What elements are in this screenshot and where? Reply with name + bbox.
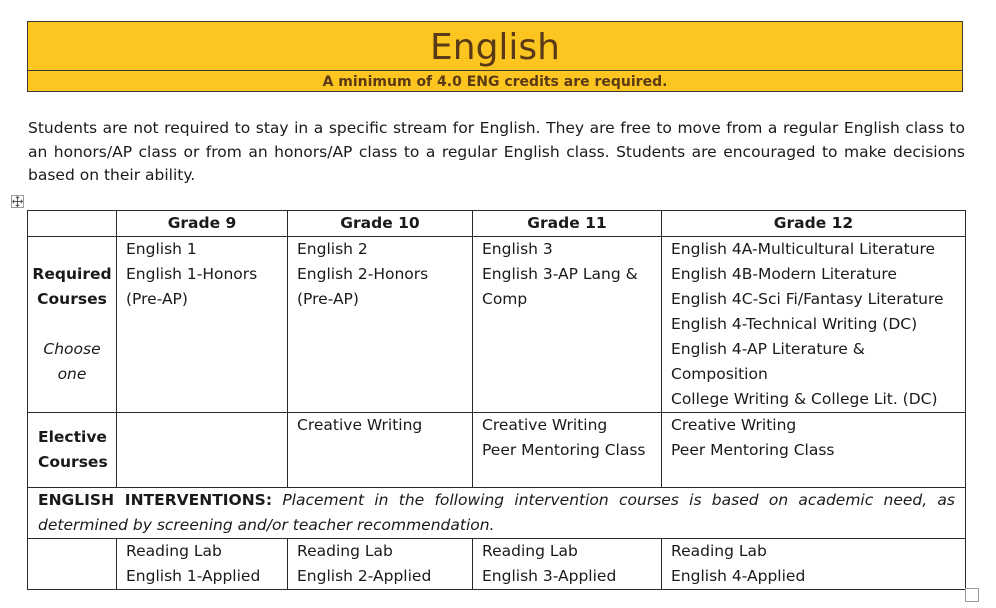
interventions-note xyxy=(28,488,966,539)
intervention-empty-cell xyxy=(28,539,117,590)
course-item: English 4B-Modern Literature xyxy=(671,265,897,283)
choose-one-note: Choose one xyxy=(43,340,101,383)
elective-courses-label: Elective Courses xyxy=(28,413,117,488)
course-item: English 2-Honors xyxy=(297,265,429,283)
course-item: English 3-AP Lang & xyxy=(482,265,638,283)
required-grade-10-cell xyxy=(288,237,473,413)
elective-grade-11-cell xyxy=(473,413,662,488)
required-grade-9-cell xyxy=(117,237,288,413)
course-item: English 3-Applied xyxy=(482,567,617,585)
header-row xyxy=(28,211,966,237)
table-move-handle-icon[interactable] xyxy=(11,195,24,208)
course-item: English 1-Applied xyxy=(126,567,261,585)
header-empty-cell xyxy=(28,211,117,237)
credits-requirement: A minimum of 4.0 ENG credits are required. xyxy=(28,70,962,93)
page-title: English xyxy=(430,27,560,68)
elective-grade-9-cell xyxy=(117,413,288,488)
intervention-grade-9-cell xyxy=(117,539,288,590)
course-item: Reading Lab xyxy=(482,542,578,560)
course-item: English 4C-Sci Fi/Fantasy Literature xyxy=(671,290,944,308)
intro-paragraph: Students are not required to stay in a specific stream for English. They are free to move from a regular English class to an honors/AP class or from an honors/AP class to a regular English class. Students are encouraged to make decisions based on their ability. xyxy=(28,119,965,184)
elective-grade-12-cell xyxy=(662,413,966,488)
course-item: Peer Mentoring Class xyxy=(482,441,646,459)
course-item: English 2-Applied xyxy=(297,567,432,585)
required-grade-12-cell xyxy=(662,237,966,413)
header-grade-9: Grade 9 xyxy=(117,211,288,237)
title-banner xyxy=(27,21,963,92)
course-item: Creative Writing xyxy=(482,416,608,434)
interventions-text: Placement in the following intervention courses is based on academic need, as determined by screening and/or teacher recommendation. xyxy=(38,491,956,534)
course-table xyxy=(27,210,966,590)
course-item: (Pre-AP) xyxy=(297,290,359,308)
course-item: English 2 xyxy=(297,240,368,258)
course-item: Composition xyxy=(671,365,768,383)
table-resize-handle[interactable] xyxy=(965,588,979,602)
course-item: Peer Mentoring Class xyxy=(671,441,835,459)
course-item: Creative Writing xyxy=(671,416,797,434)
intervention-grade-12-cell xyxy=(662,539,966,590)
course-item: English 3 xyxy=(482,240,553,258)
intervention-grade-10-cell xyxy=(288,539,473,590)
course-item: College Writing & College Lit. (DC) xyxy=(671,390,938,408)
course-item: English 4A-Multicultural Literature xyxy=(671,240,936,258)
course-item: English 4-AP Literature & xyxy=(671,340,865,358)
course-item: Reading Lab xyxy=(671,542,767,560)
course-item: English 1 xyxy=(126,240,197,258)
course-item: English 4-Applied xyxy=(671,567,806,585)
course-item: Creative Writing xyxy=(297,416,423,434)
course-item: Comp xyxy=(482,290,528,308)
required-courses-label: Required Courses Choose one xyxy=(28,237,117,413)
elective-courses-row xyxy=(28,413,966,488)
course-item: (Pre-AP) xyxy=(126,290,188,308)
header-grade-11: Grade 11 xyxy=(473,211,662,237)
interventions-row xyxy=(28,488,966,539)
elective-grade-10-cell xyxy=(288,413,473,488)
required-grade-11-cell xyxy=(473,237,662,413)
required-courses-row xyxy=(28,237,966,413)
course-item: English 1-Honors xyxy=(126,265,258,283)
intervention-grade-11-cell xyxy=(473,539,662,590)
header-grade-10: Grade 10 xyxy=(288,211,473,237)
interventions-label: ENGLISH INTERVENTIONS: xyxy=(38,491,273,509)
header-grade-12: Grade 12 xyxy=(662,211,966,237)
course-item: English 4-Technical Writing (DC) xyxy=(671,315,918,333)
course-item: Reading Lab xyxy=(126,542,222,560)
intervention-courses-row xyxy=(28,539,966,590)
course-item: Reading Lab xyxy=(297,542,393,560)
